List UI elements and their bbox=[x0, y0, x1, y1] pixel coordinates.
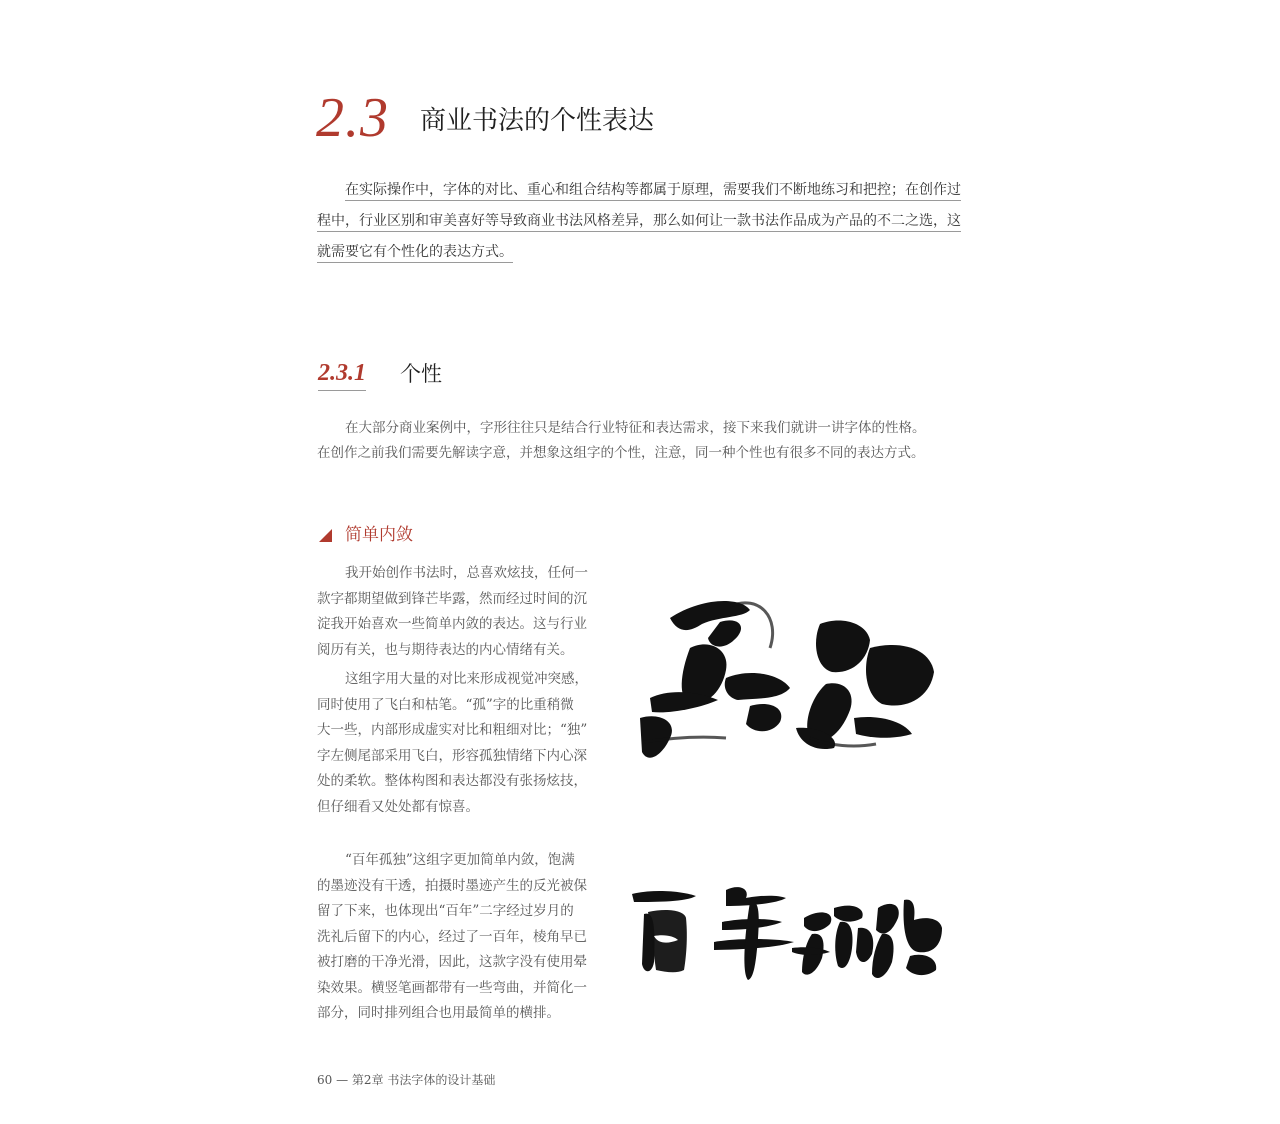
intro-line: 程中，行业区别和审美喜好等导致商业书法风格差异，那么如何让一款书法作品成为产品的不二之选，这 bbox=[317, 213, 961, 232]
text-line: 被打磨的干净光滑，因此，这款字没有使用晕 bbox=[317, 954, 587, 970]
block1-paragraph-1 bbox=[317, 561, 595, 663]
triangle-marker-icon bbox=[319, 529, 332, 542]
text-line: 字左侧尾部采用飞白，形容孤独情绪下内心深 bbox=[317, 747, 587, 764]
text-line: 淀我开始喜欢一些简单内敛的表达。这与行业 bbox=[317, 616, 587, 632]
heading-simple: 简单内敛 bbox=[345, 525, 413, 545]
block2-paragraph bbox=[317, 848, 595, 1027]
calligraphy-bainian-guodu-image bbox=[626, 878, 946, 988]
text-line: 同时使用了飞白和枯笔。“孤”字的比重稍微 bbox=[317, 696, 574, 713]
text-line: 处的柔软。整体构图和表达都没有张扬炫技， bbox=[317, 773, 587, 789]
text-line: 的墨迹没有干透，拍摄时墨迹产生的反光被保 bbox=[317, 877, 587, 894]
text-line: 大一些，内部形成虚实对比和粗细对比；“独” bbox=[317, 722, 588, 738]
block2-text bbox=[317, 848, 595, 1031]
intro-line: 在实际操作中，字体的对比、重心和组合结构等都属于原理，需要我们不断地练习和把控；在创作过 bbox=[345, 182, 961, 201]
subsection-paragraph bbox=[317, 416, 942, 466]
intro-paragraph bbox=[317, 178, 961, 271]
text-line: 留了下来，也体现出“百年”二字经过岁月的 bbox=[317, 903, 574, 919]
intro-line: 就需要它有个性化的表达方式。 bbox=[317, 244, 513, 263]
text-line: 洗礼后留下的内心，经过了一百年，棱角早已 bbox=[317, 928, 587, 945]
text-line: 但仔细看又处处都有惊喜。 bbox=[317, 798, 479, 815]
text-line: 款字都期望做到锋芒毕露，然而经过时间的沉 bbox=[317, 590, 587, 607]
paragraph-line: 在大部分商业案例中，字形往往只是结合行业特征和表达需求，接下来我们就讲一讲字体的性格。 bbox=[345, 420, 926, 436]
text-line: 这组字用大量的对比来形成视觉冲突感， bbox=[345, 671, 588, 687]
block1-paragraph-2 bbox=[317, 667, 595, 820]
section-number: 2.3 bbox=[316, 87, 389, 149]
section-title: 商业书法的个性表达 bbox=[420, 106, 655, 136]
text-line: 染效果。横竖笔画都带有一些弯曲，并简化一 bbox=[317, 979, 587, 996]
text-line: 部分，同时排列组合也用最简单的横排。 bbox=[317, 1005, 560, 1021]
text-line: 我开始创作书法时，总喜欢炫技，任何一 bbox=[345, 565, 588, 581]
block1-text bbox=[317, 561, 595, 824]
text-line: 阅历有关，也与期待表达的内心情绪有关。 bbox=[317, 641, 574, 658]
page-footer: 60 — 第2章 书法字体的设计基础 bbox=[317, 1073, 496, 1087]
paragraph-line: 在创作之前我们需要先解读字意，并想象这组字的个性，注意，同一种个性也有很多不同的表达方式。 bbox=[317, 445, 925, 461]
subsection-title: 个性 bbox=[400, 362, 442, 386]
subsection-number: 2.3.1 bbox=[318, 358, 366, 391]
calligraphy-guodu-image bbox=[630, 588, 950, 783]
text-line: “百年孤独”这组字更加简单内敛，饱满 bbox=[345, 852, 575, 868]
